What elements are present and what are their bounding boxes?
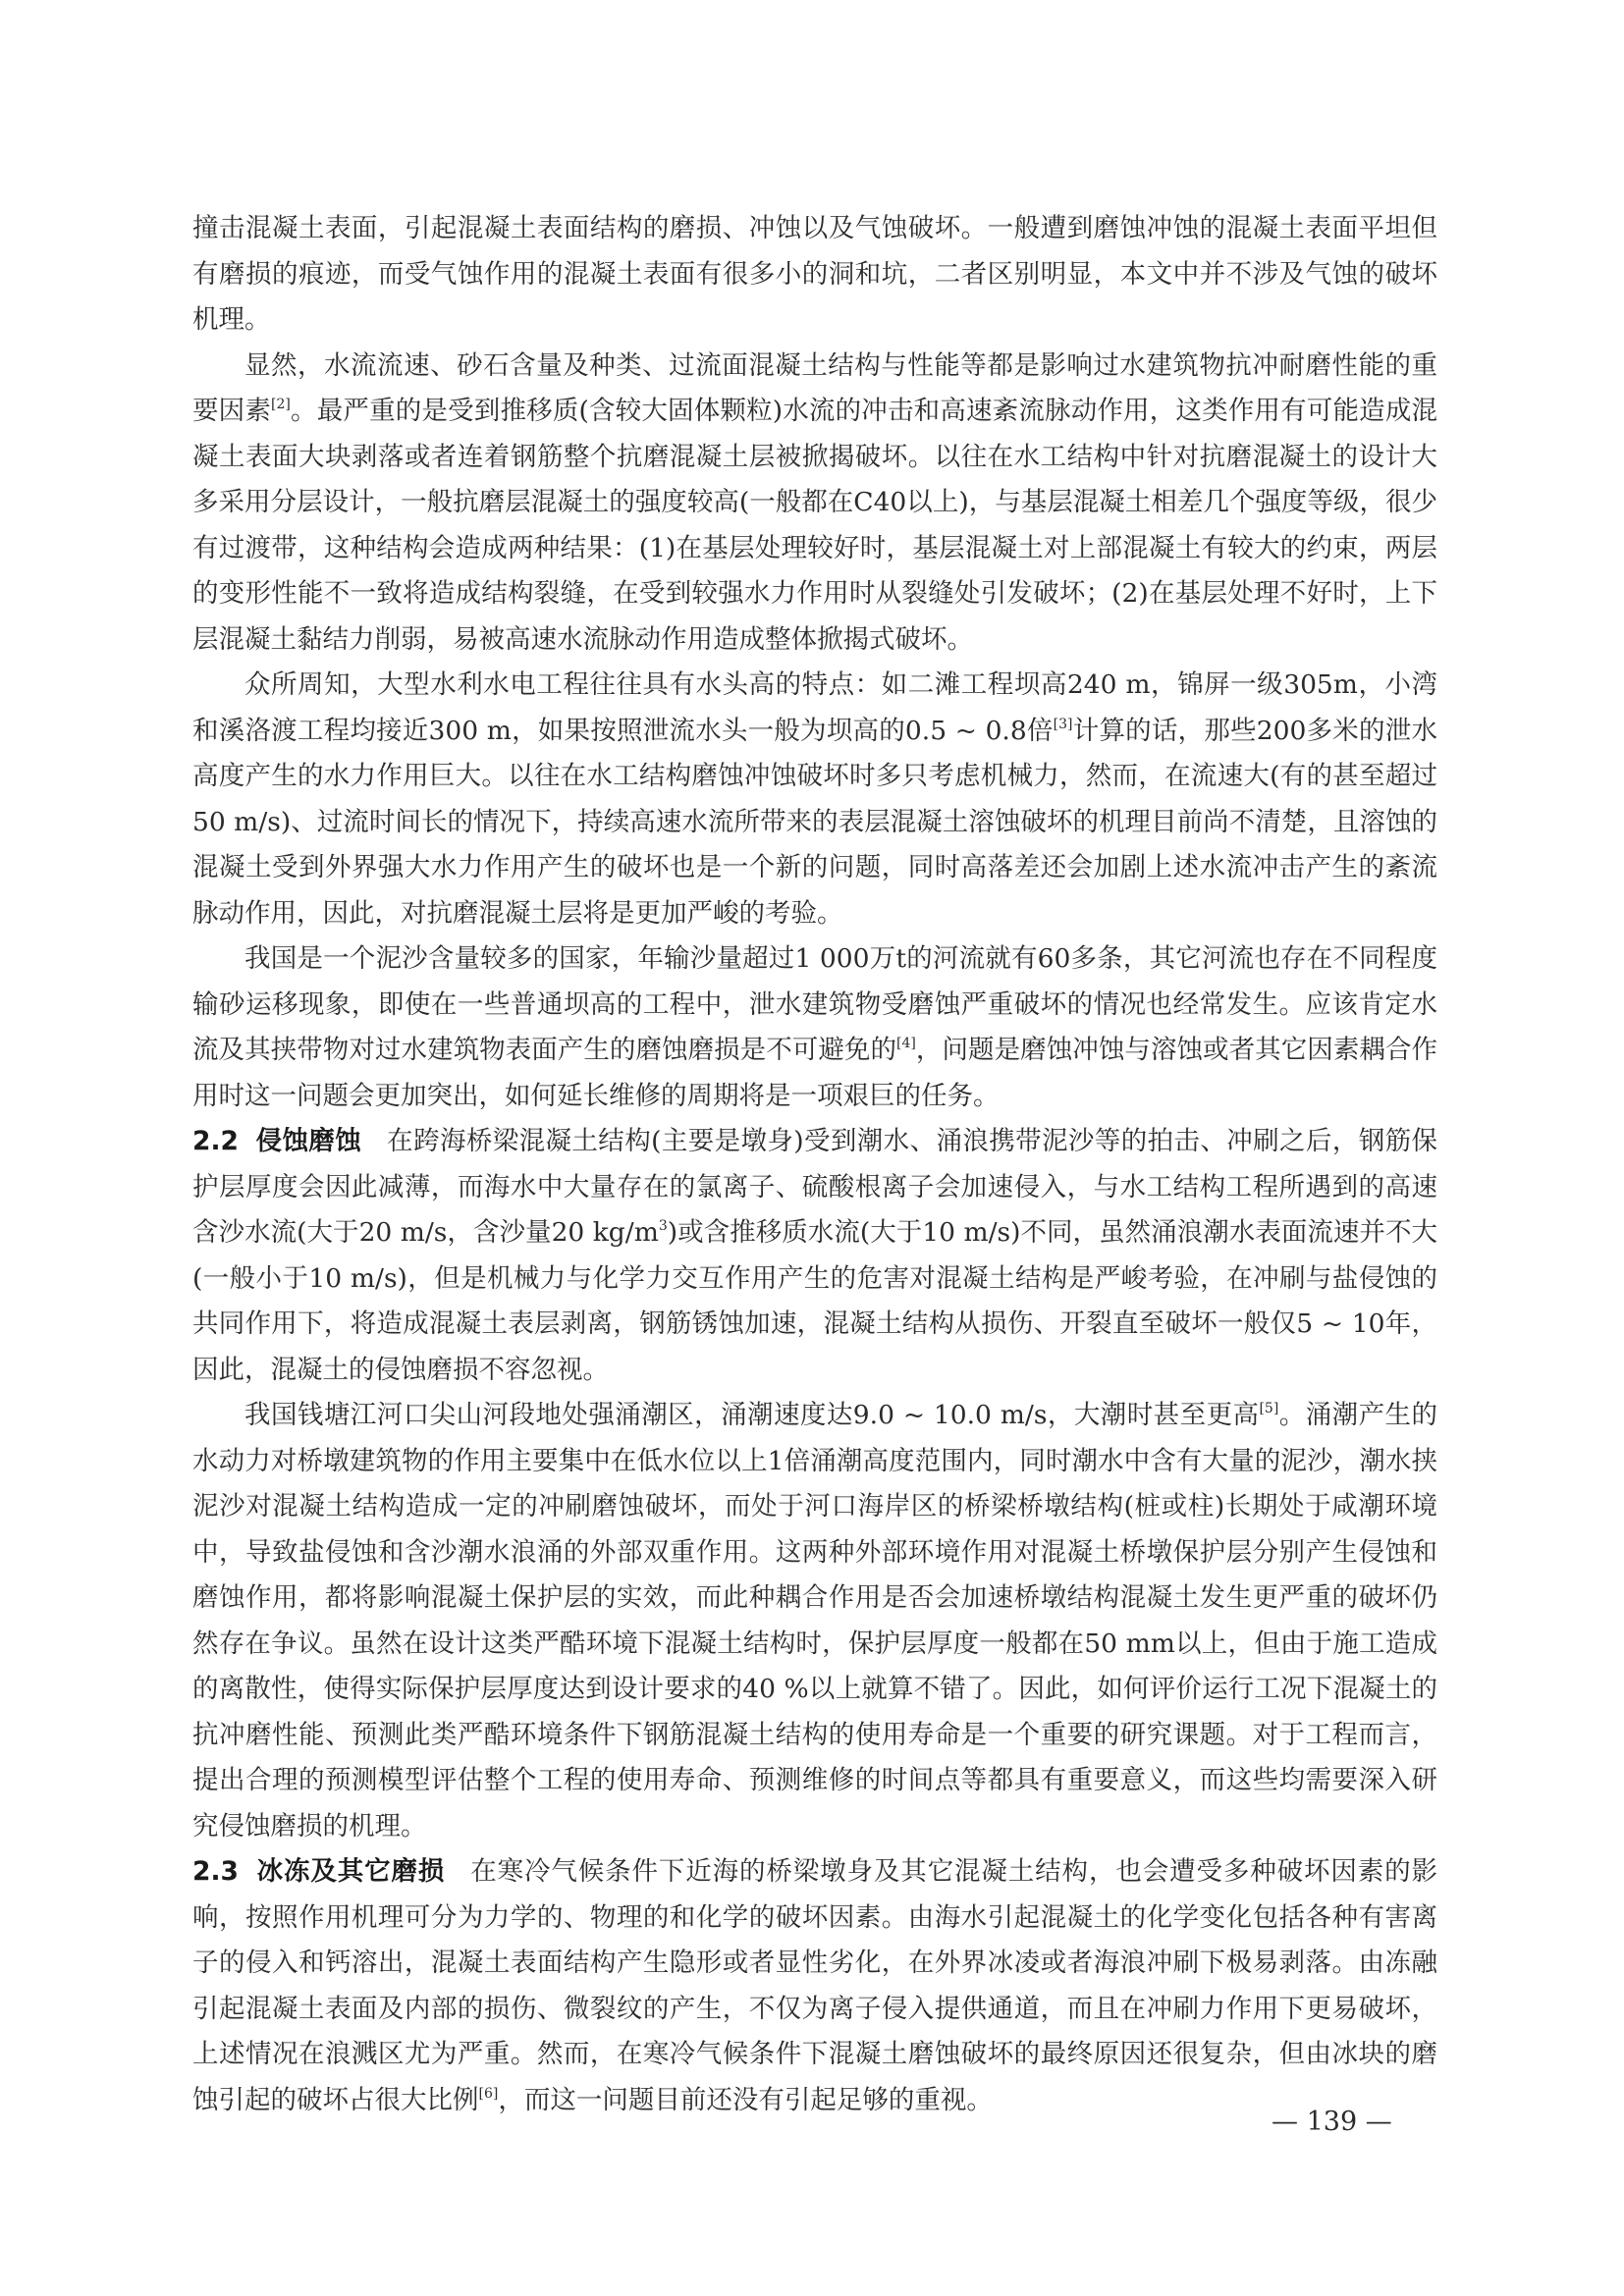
paragraph-abrasion-mechanism: [192, 206, 1437, 344]
paragraph-influence-factors: [192, 344, 1437, 664]
paragraph-sediment-rivers: [192, 936, 1437, 1119]
citation-ref[interactable]: [5]: [1259, 1401, 1279, 1416]
section-number: 2.3: [192, 1856, 239, 1887]
citation-ref[interactable]: [6]: [478, 2085, 499, 2102]
section-2-3-freezing-abrasion: [192, 1849, 1437, 2123]
paragraph-high-head-projects: [192, 663, 1437, 936]
superscript: 3: [658, 1218, 668, 1234]
text: ，而这一问题目前还没有引起足够的重视。: [498, 2084, 993, 2115]
text: 计算的话，那些200多米的泄水高度产生的水力作用巨大。以往在水工结构磨蚀冲蚀破坏时多只考虑机械力，然而，在流速大(有的甚至超过50 m/s)、过流时间长的情况下，持续高速水流所带来的表层混凝土溶蚀破坏的机理目前尚不清楚，且溶蚀的混凝土受到外界强大水力作用产生的破坏也是一个新的问题，同时高落差还会加剧上述水流冲击产生的紊流脉动作用，因此，对抗磨混凝土层将是更加严峻的考验。: [192, 715, 1437, 929]
text: ，问题是磨蚀冲蚀与溶蚀或者其它因素耦合作用时这一问题会更加突出，如何延长维修的周期将是一项艰巨的任务。: [192, 1035, 1438, 1111]
text: 我国钱塘江河口尖山河段地处强涌潮区，涌潮速度达9.0 ~ 10.0 m/s，大潮时甚至更高: [244, 1400, 1260, 1430]
text: 显然，水流流速、砂石含量及种类、过流面混凝土结构与性能等都是影响过水建筑物抗冲耐磨性能的重要因素: [192, 349, 1437, 426]
text: 撞击混凝土表面，引起混凝土表面结构的磨损、冲蚀以及气蚀破坏。一般遭到磨蚀冲蚀的混凝土表面平坦但有磨损的痕迹，而受气蚀作用的混凝土表面有很多小的洞和坑，二者区别明显，本文中并不涉及气蚀的破坏机理。: [192, 213, 1437, 335]
citation-ref[interactable]: [3]: [1053, 716, 1073, 732]
section-2-2-erosion-abrasion: [192, 1119, 1437, 1393]
section-number: 2.2: [192, 1126, 239, 1156]
section-title: 冰冻及其它磨损: [256, 1856, 446, 1887]
text: 在寒冷气候条件下近海的桥梁墩身及其它混凝土结构，也会遭受多种破坏因素的影响，按照作用机理可分为力学的、物理的和化学的破坏因素。由海水引起混凝土的化学变化包括各种有害离子的侵入和钙溶出，混凝土表面结构产生隐形或者显性劣化，在外界冰凌或者海浪冲刷下极易剥落。由冻融引起混凝土表面及内部的损伤、微裂纹的产生，不仅为离子侵入提供通道，而且在冲刷力作用下更易破坏，上述情况在浪溅区尤为严重。然而，在寒冷气候条件下混凝土磨蚀破坏的最终原因还很复杂，但由冰块的磨蚀引起的破坏占很大比例: [192, 1856, 1437, 2115]
text: 众所周知，大型水利水电工程往往具有水头高的特点：如二滩工程坝高240 m，锦屏一级305m，小湾和溪洛渡工程均接近300 m，如果按照泄流水头一般为坝高的0.5 ~ 0.8倍: [192, 669, 1437, 746]
page-number: — 139 —: [1272, 2107, 1392, 2137]
text: 。最严重的是受到推移质(含较大固体颗粒)水流的冲击和高速紊流脉动作用，这类作用有可能造成混凝土表面大块剥落或者连着钢筋整个抗磨混凝土层被掀揭破坏。以往在水工结构中针对抗磨混凝土的设计大多采用分层设计，一般抗磨层混凝土的强度较高(一般都在C40以上)，与基层混凝土相差几个强度等级，很少有过渡带，这种结构会造成两种结果：(1)在基层处理较好时，基层混凝土对上部混凝土有较大的约束，两层的变形性能不一致将造成结构裂缝，在受到较强水力作用时从裂缝处引发破坏；(2)在基层处理不好时，上下层混凝土黏结力削弱，易被高速水流脉动作用造成整体掀揭式破坏。: [192, 396, 1437, 655]
text: 我国是一个泥沙含量较多的国家，年输沙量超过1 000万t的河流就有60多条，其它河流也存在不同程度输砂运移现象，即使在一些普通坝高的工程中，泄水建筑物受磨蚀严重破坏的情况也经常发生。应该肯定水流及其挟带物对过水建筑物表面产生的磨蚀磨损是不可避免的: [192, 943, 1437, 1065]
text: 在跨海桥梁混凝土结构(主要是墩身)受到潮水、涌浪携带泥沙等的拍击、冲刷之后，钢筋保护层厚度会因此减薄，而海水中大量存在的氯离子、硫酸根离子会加速侵入，与水工结构工程所遇到的高速含沙水流(大于20 m/s，含沙量20 kg/m: [192, 1126, 1438, 1248]
section-title: 侵蚀磨蚀: [255, 1126, 362, 1156]
text: 。涌潮产生的水动力对桥墩建筑物的作用主要集中在低水位以上1倍涌潮高度范围内，同时潮水中含有大量的泥沙，潮水挟泥沙对混凝土结构造成一定的冲刷磨蚀破坏，而处于河口海岸区的桥梁桥墩结构(桩或柱)长期处于咸潮环境中，导致盐侵蚀和含沙潮水浪涌的外部双重作用。这两种外部环境作用对混凝土桥墩保护层分别产生侵蚀和磨蚀作用，都将影响混凝土保护层的实效，而此种耦合作用是否会加速桥墩结构混凝土发生更严重的破坏仍然存在争议。虽然在设计这类严酷环境下混凝土结构时，保护层厚度一般都在50 mm以上，但由于施工造成的离散性，使得实际保护层厚度达到设计要求的40 %以上就算不错了。因此，如何评价运行工况下混凝土的抗冲磨性能、预测此类严酷环境条件下钢筋混凝土结构的使用寿命是一个重要的研究课题。对于工程而言，提出合理的预测模型评估整个工程的使用寿命、预测维修的时间点等都具有重要意义，而这些均需要深入研究侵蚀磨损的机理。: [192, 1400, 1438, 1842]
citation-ref[interactable]: [2]: [271, 397, 291, 412]
text: )或含推移质水流(大于10 m/s)不同，虽然涌浪潮水表面流速并不大(一般小于10 m/s)，但是机械力与化学力交互作用产生的危害对混凝土结构是严峻考验，在冲刷与盐侵蚀的共同作用下，将造成混凝土表层剥离，钢筋锈蚀加速，混凝土结构从损伤、开裂直至破坏一般仅5 ~ 10年，因此，混凝土的侵蚀磨损不容忽视。: [192, 1217, 1437, 1385]
citation-ref[interactable]: [4]: [896, 1036, 916, 1051]
article-body: [192, 206, 1437, 2123]
paragraph-qiantang-river: [192, 1393, 1437, 1849]
